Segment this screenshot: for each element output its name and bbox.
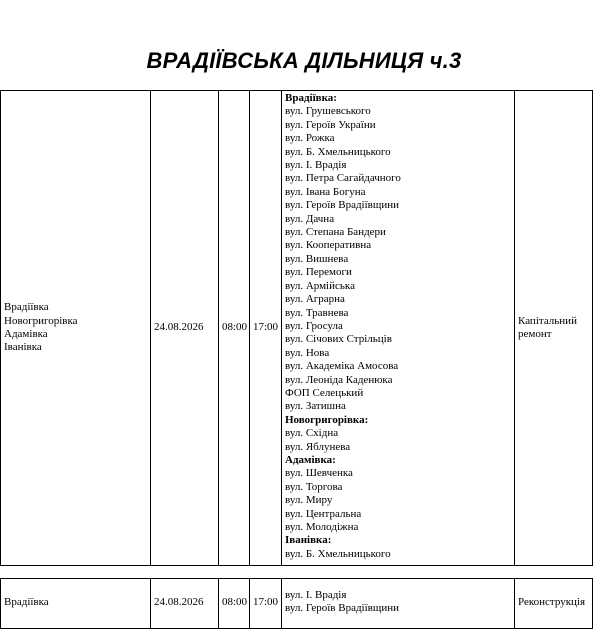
- date-cell: 24.08.2026: [151, 579, 219, 629]
- street-item: вул. Дачна: [285, 212, 335, 225]
- street-item: вул. Затишна: [285, 400, 346, 413]
- settlements-cell: [1, 579, 151, 629]
- street-item: вул. Центральна: [285, 507, 362, 520]
- street-item: ФОП Селецький: [285, 386, 364, 399]
- settlements-cell: [1, 91, 151, 566]
- street-item: вул. Б. Хмельницького: [285, 145, 391, 158]
- street-item: вул. І. Врадія: [285, 159, 347, 172]
- street-item: вул. Грушевського: [285, 105, 371, 118]
- street-item: вул. Героїв Врадіївщини: [285, 602, 399, 615]
- street-item: вул. Яблунева: [285, 440, 351, 453]
- outage-table-1: [0, 90, 593, 566]
- village-name: Новогригорівка:: [285, 413, 369, 426]
- list-item: Іванівка: [4, 341, 42, 354]
- street-item: вул. Армійська: [285, 279, 355, 292]
- street-item: вул. Героїв України: [285, 118, 376, 131]
- street-item: вул. Молодіжна: [285, 521, 359, 533]
- street-item: вул. І. Врадія: [285, 589, 347, 601]
- start-time-cell: 08:00: [219, 579, 250, 629]
- street-item: вул. Торгова: [285, 480, 343, 493]
- street-item: вул. Перемоги: [285, 266, 352, 279]
- list-item: Новогригорівка: [4, 314, 78, 327]
- list-item: Врадіївка: [4, 301, 49, 314]
- street-item: вул. Б. Хмельницького: [285, 547, 391, 560]
- street-item: вул. Східна: [285, 427, 339, 440]
- outage-table-2: [0, 578, 593, 629]
- street-item: вул. Рожка: [285, 132, 335, 145]
- street-item: вул. Героїв Врадіївщини: [285, 199, 399, 212]
- reason-cell: [515, 579, 593, 629]
- street-item: вул. Леоніда Каденюка: [285, 373, 393, 386]
- reason-cell: [515, 91, 593, 566]
- street-item: вул. Вишнева: [285, 252, 349, 265]
- street-item: вул. Івана Богуна: [285, 185, 366, 198]
- street-item: вул. Травнева: [285, 306, 349, 319]
- table-row: [1, 91, 593, 566]
- start-time-cell: 08:00: [219, 91, 250, 566]
- street-item: вул. Петра Сагайдачного: [285, 172, 401, 185]
- street-item: вул. Нова: [285, 346, 330, 359]
- street-item: вул. Кооперативна: [285, 239, 372, 252]
- list-item: Реконструкція: [518, 596, 586, 608]
- street-item: вул. Аграрна: [285, 293, 345, 306]
- street-item: вул. Січових Стрільців: [285, 333, 392, 346]
- page-title: ВРАДІЇВСЬКА ДІЛЬНИЦЯ ч.3: [146, 48, 462, 73]
- street-item: вул. Миру: [285, 494, 333, 507]
- list-item: Капітальний: [518, 314, 577, 327]
- list-item: Врадіївка: [4, 596, 49, 608]
- street-item: вул. Академіка Амосова: [285, 360, 399, 373]
- table-row: [1, 579, 593, 629]
- village-name: Врадіївка:: [285, 92, 337, 104]
- street-item: вул. Степана Бандери: [285, 226, 386, 239]
- list-item: Адамівка: [4, 328, 48, 340]
- village-name: Адамівка:: [285, 453, 336, 466]
- street-item: вул. Гросула: [285, 319, 343, 332]
- street-item: вул. Шевченка: [285, 467, 353, 480]
- list-item: ремонт: [518, 328, 552, 340]
- end-time-cell: 17:00: [250, 579, 282, 629]
- village-name: Іванівка:: [285, 534, 332, 547]
- end-time-cell: 17:00: [250, 91, 282, 566]
- streets-cell: [282, 579, 515, 629]
- date-cell: 24.08.2026: [151, 91, 219, 566]
- streets-cell: [282, 91, 515, 566]
